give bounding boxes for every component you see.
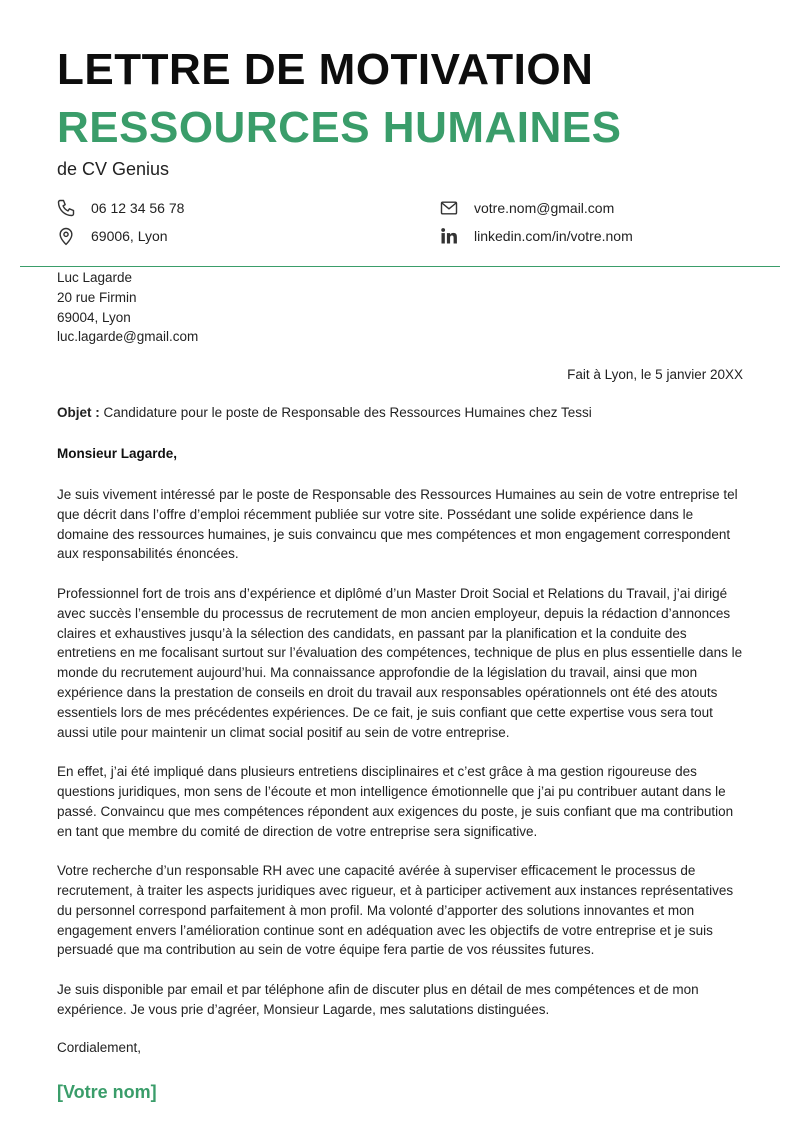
signature: [Votre nom] bbox=[57, 1082, 157, 1102]
linkedin-icon bbox=[438, 225, 460, 247]
closing: Cordialement, bbox=[57, 1040, 142, 1055]
contact-email bbox=[438, 197, 614, 219]
recipient-street: 20 rue Firmin bbox=[57, 289, 137, 305]
date-line: Fait à Lyon, le 5 janvier 20XX bbox=[567, 367, 743, 382]
location-text: 69006, Lyon bbox=[91, 228, 168, 244]
phone-icon bbox=[55, 197, 77, 219]
recipient-city: 69004, Lyon bbox=[57, 309, 131, 325]
paragraph-3: En effet, j’ai été impliqué dans plusieurs entretiens disciplinaires et c’est grâce à ma gestion rigoureuse des questions juridiques, mon sens de l’écoute et mon intelligence émotionnelle que j’ai pu contribuer autant dans le passé. Convaincu que mes compétences répondent aux exigences du poste, je suis confiant que ma contribution en tant que membre du comité de direction de votre entreprise sera significative. bbox=[57, 764, 734, 839]
recipient-address bbox=[57, 268, 198, 347]
recipient-name: Luc Lagarde bbox=[57, 270, 133, 285]
title-line-1: LETTRE DE MOTIVATION bbox=[57, 45, 594, 94]
contact-linkedin bbox=[438, 225, 633, 247]
header-divider bbox=[20, 266, 780, 267]
mail-icon bbox=[438, 197, 460, 219]
paragraph-5: Je suis disponible par email et par téléphone afin de discuter plus en détail de mes compétences et de mon expérience. Je vous prie d’agréer, Monsieur Lagarde, mes salutations distinguées. bbox=[57, 981, 699, 1017]
greeting: Monsieur Lagarde, bbox=[57, 446, 178, 461]
contact-phone bbox=[55, 197, 184, 219]
object-line bbox=[57, 405, 592, 420]
location-pin-icon bbox=[55, 225, 77, 247]
phone-number: 06 12 34 56 78 bbox=[91, 200, 185, 216]
title-line-2: RESSOURCES HUMAINES bbox=[57, 103, 622, 152]
object-text: Candidature pour le poste de Responsable des Ressources Humaines chez Tessi bbox=[99, 405, 592, 420]
paragraph-1: Je suis vivement intéressé par le poste de Responsable des Ressources Humaines au sein de votre entreprise tel que décrit dans l’offre d’emploi récemment publiée sur votre site. Possédant une solide expérience dans le domaine des ressources humaines, je suis convaincu que mes compétences et mon engagement correspondent aux responsabilités énoncées. bbox=[57, 487, 738, 562]
paragraph-4: Votre recherche d’un responsable RH avec une capacité avérée à superviser efficacement le processus de recrutement, à traiter les aspects juridiques avec rigueur, et à participer activement aux instances représentatives du personnel correspond parfaitement à mon profil. Ma volonté d’apporter des solutions innovantes et mon engagement envers l’amélioration continue sont en adéquation avec les objectifs de votre entreprise et je suis persuadé que ma contribution au sein de votre équipe fera partie de vos réussites futures. bbox=[57, 863, 734, 958]
letter-body bbox=[57, 485, 747, 1039]
linkedin-text: linkedin.com/in/votre.nom bbox=[474, 228, 633, 244]
paragraph-2: Professionnel fort de trois ans d’expérience et diplômé d’un Master Droit Social et Relations du Travail, j’ai dirigé avec succès l’ensemble du processus de recrutement de mon ancien employeur, depuis la rédaction d’annonces claires et exhaustives jusqu’à la sélection des candidats, en passant par la planification et la conduite des entretiens en me focalisant surtout sur l’évaluation des compétences, technique de plus en plus essentielle dans le monde du recrutement aujourd’hui. Ma connaissance approfondie de la législation du travail, ainsi que mon expérience dans la prestation de conseils en droit du travail aux responsables opérationnels ont été des atouts essentiels lors de mes précédentes expériences. De ce fait, je suis confiant que cette expertise vous sera tout aussi utile pour maintenir un climat social positif au sein de votre entreprise. bbox=[57, 585, 743, 740]
object-label: Objet : bbox=[57, 405, 100, 420]
email-text: votre.nom@gmail.com bbox=[474, 200, 615, 216]
subtitle: de CV Genius bbox=[57, 159, 170, 179]
contact-location bbox=[55, 225, 168, 247]
recipient-email: luc.lagarde@gmail.com bbox=[57, 329, 199, 345]
